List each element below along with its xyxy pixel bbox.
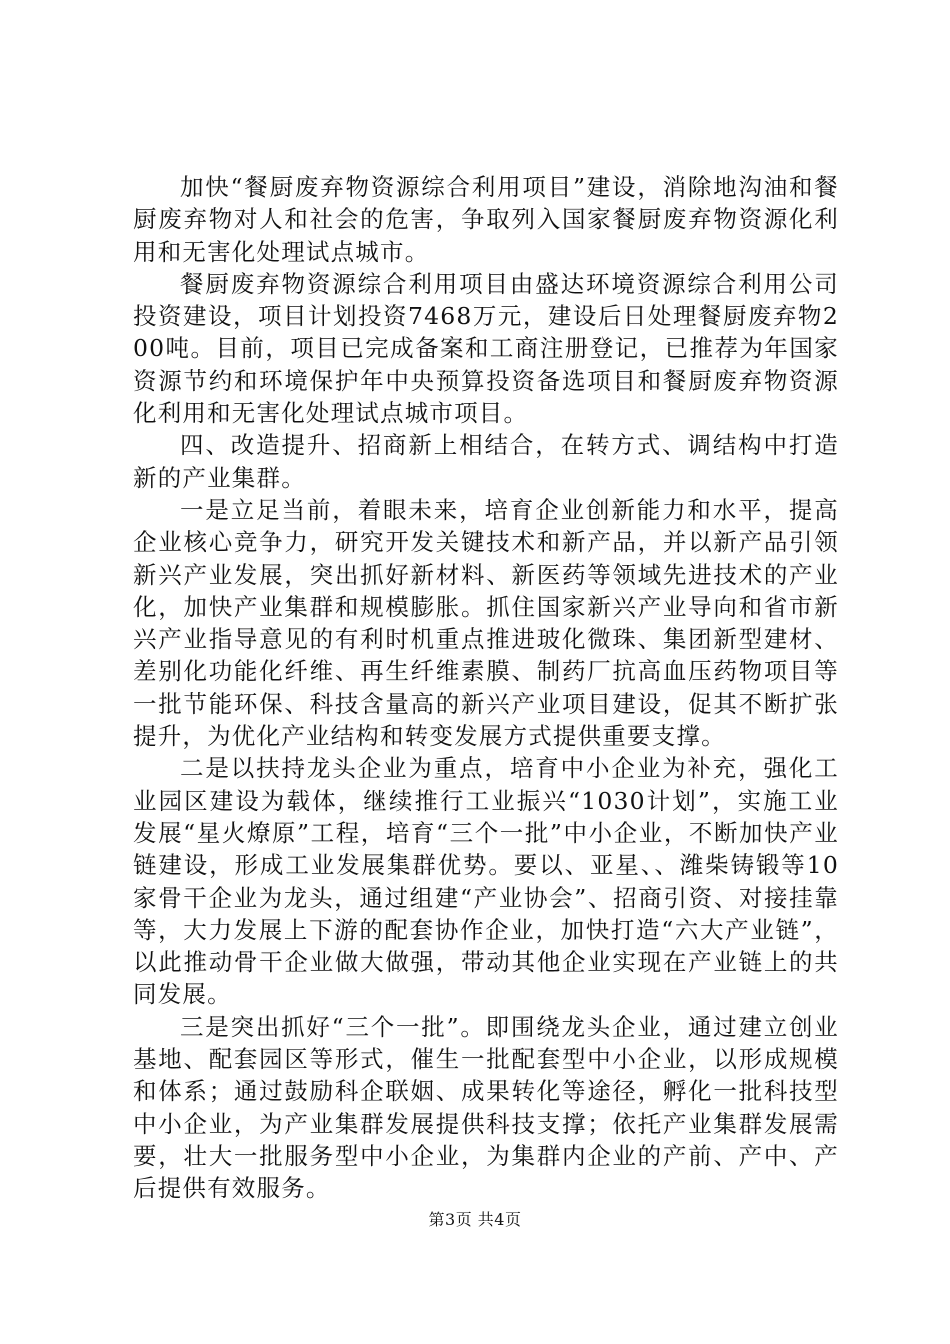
paragraph-project-investment: 餐厨废弃物资源综合利用项目由盛达环境资源综合利用公司投资建设，项目计划投资7468万元，建设后日处理餐厨废弃物200吨。目前，项目已完成备案和工商注册登记，已推荐为年国家资源节约和环境保护年中央预算投资备选项目和餐厨废弃物资源化利用和无害化处理试点城市项目。 bbox=[133, 269, 839, 428]
paragraph-point-two: 二是以扶持龙头企业为重点，培育中小企业为补充，强化工业园区建设为载体，继续推行工业振兴“1030计划”，实施工业发展“星火燎原”工程，培育“三个一批”中小企业，不断加快产业链建设，形成工业发展集群优势。要以、亚星、、潍柴铸锻等10家骨干企业为龙头，通过组建“产业协会”、招商引资、对接挂靠等，大力发展上下游的配套协作企业，加快打造“六大产业链”，以此推动骨干企业做大做强，带动其他企业实现在产业链上的共同发展。 bbox=[133, 754, 839, 1009]
paragraph-point-one: 一是立足当前，着眼未来，培育企业创新能力和水平，提高企业核心竞争力，研究开发关键技术和新产品，并以新产品引领新兴产业发展，突出抓好新材料、新医药等领域先进技术的产业化，加快产业集群和规模膨胀。抓住国家新兴产业导向和省市新兴产业指导意见的有利时机重点推进玻化微珠、集团新型建材、差别化功能化纤维、再生纤维素膜、制药厂抗高血压药物项目等一批节能环保、科技含量高的新兴产业项目建设，促其不断扩张提升，为优化产业结构和转变发展方式提供重要支撑。 bbox=[133, 495, 839, 751]
page-number-footer: 第3页 共4页 bbox=[428, 1210, 522, 1229]
document-body bbox=[133, 171, 839, 1205]
paragraph-point-three: 三是突出抓好“三个一批”。即围绕龙头企业，通过建立创业基地、配套园区等形式，催生一批配套型中小企业，以形成规模和体系；通过鼓励科企联姻、成果转化等途径，孵化一批科技型中小企业，为产业集群发展提供科技支撑；依托产业集群发展需要，壮大一批服务型中小企业，为集群内企业的产前、产中、产后提供有效服务。 bbox=[133, 1012, 839, 1203]
section-heading-four: 四、改造提升、招商新上相结合，在转方式、调结构中打造新的产业集群。 bbox=[133, 431, 839, 492]
paragraph-food-waste-project: 加快“餐厨废弃物资源综合利用项目”建设，消除地沟油和餐厨废弃物对人和社会的危害，争取列入国家餐厨废弃物资源化利用和无害化处理试点城市。 bbox=[133, 173, 839, 266]
